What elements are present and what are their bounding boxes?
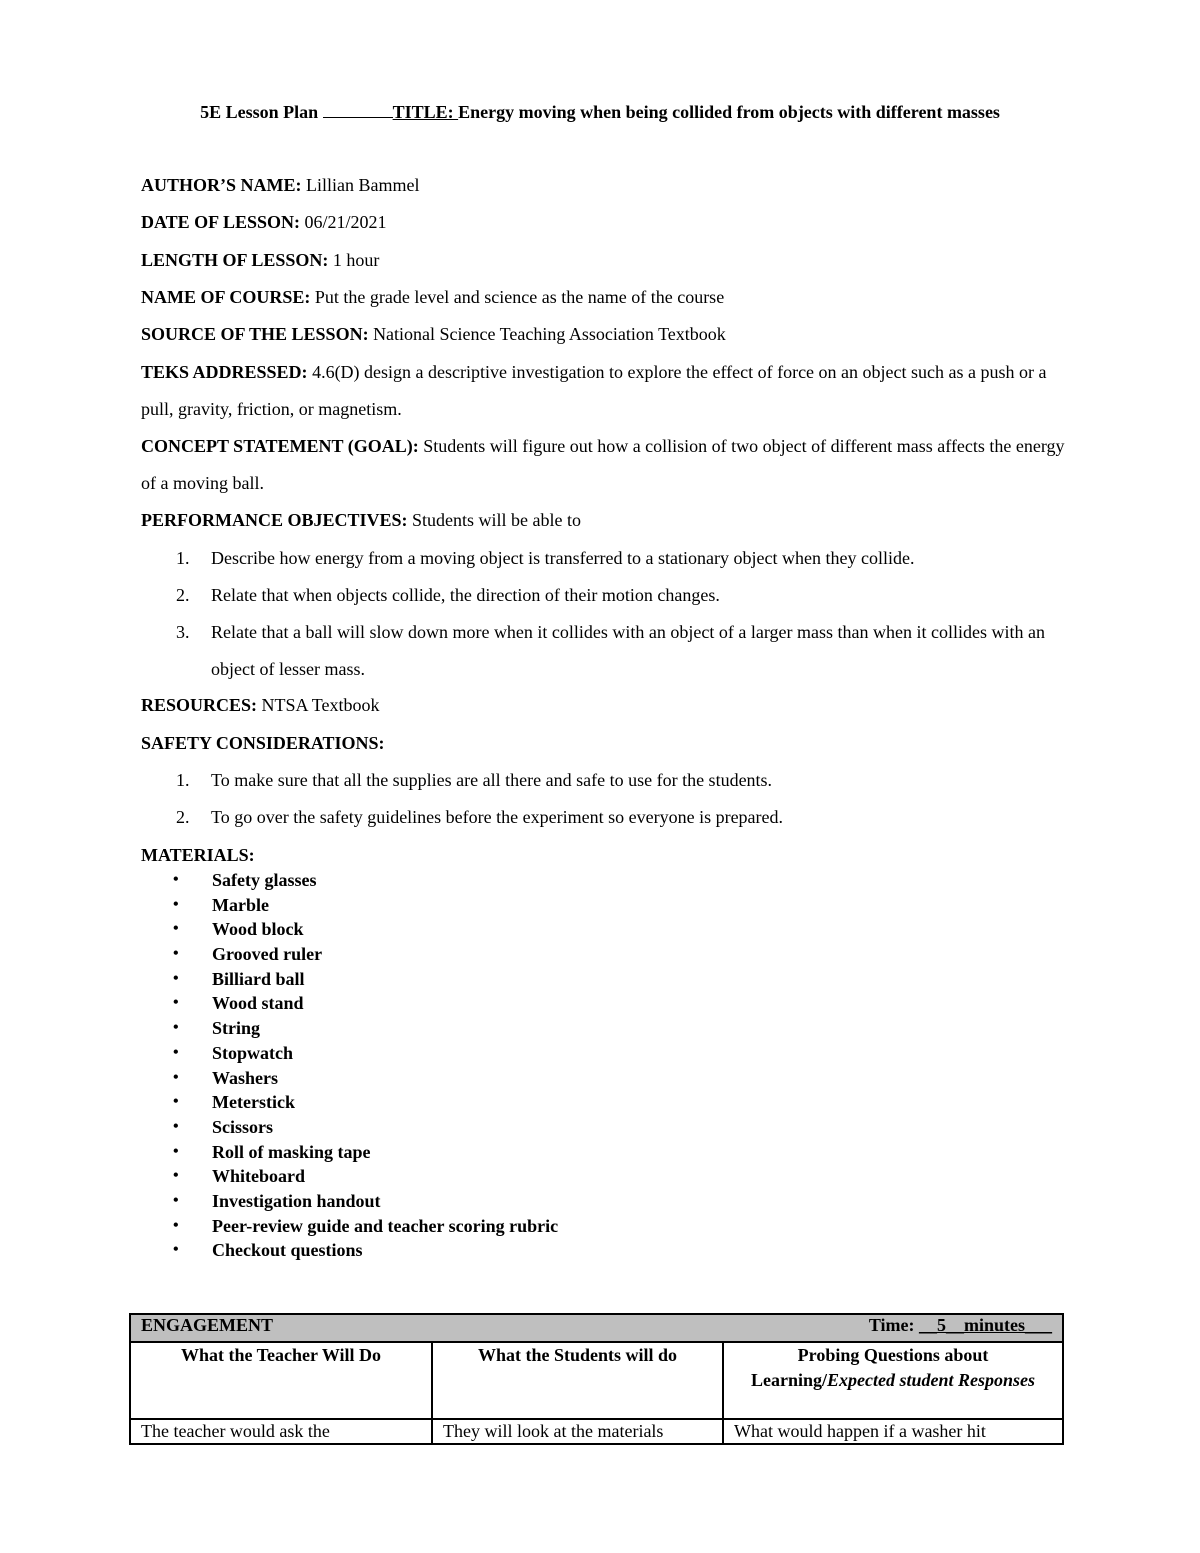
material-text: Washers [212, 1067, 279, 1088]
material-text: Peer-review guide and teacher scoring rubric [212, 1215, 559, 1236]
concept-label: CONCEPT STATEMENT (GOAL): [141, 436, 419, 456]
concept-row [141, 428, 1071, 502]
bullet-icon: • [173, 994, 179, 1012]
date-label: DATE OF LESSON: [141, 212, 301, 232]
course-label: NAME OF COURSE: [141, 287, 311, 307]
bullet-icon: • [173, 1068, 179, 1086]
material-item [141, 1189, 558, 1214]
material-item [141, 991, 558, 1016]
bullet-icon: • [173, 1019, 179, 1037]
material-item [141, 1164, 558, 1189]
material-item [141, 1140, 558, 1165]
course-row [141, 287, 724, 308]
engagement-table [129, 1313, 1064, 1445]
author-label: AUTHOR’S NAME: [141, 175, 302, 195]
bullet-icon: • [173, 1043, 179, 1061]
list-item [141, 762, 1071, 799]
list-number: 1. [176, 548, 190, 568]
list-item [141, 614, 1071, 688]
material-text: String [212, 1018, 261, 1039]
bullet-icon: • [173, 1093, 179, 1111]
materials-list [141, 868, 558, 1263]
bullet-icon: • [173, 895, 179, 913]
bullet-icon: • [173, 871, 179, 888]
title-label: TITLE: [392, 102, 459, 122]
material-text: Wood block [212, 919, 304, 940]
material-item [141, 917, 558, 942]
column-header-row [130, 1342, 1063, 1419]
length-value: 1 hour [332, 250, 380, 270]
material-item [141, 1214, 558, 1239]
list-item [141, 577, 1071, 614]
resources-row [141, 695, 379, 716]
title-text: Energy moving when being collided from objects with different masses [458, 102, 1000, 122]
list-text: Relate that when objects collide, the direction of their motion changes. [211, 585, 720, 605]
materials-label: MATERIALS: [141, 845, 255, 865]
title-blank-line [323, 103, 393, 118]
material-item [141, 942, 558, 967]
objectives-value: Students will be able to [412, 510, 582, 530]
material-text: Grooved ruler [212, 944, 323, 965]
objectives-label: PERFORMANCE OBJECTIVES: [141, 510, 408, 530]
table-cell: They will look at the materials [432, 1419, 723, 1444]
safety-list [141, 762, 1071, 836]
material-item [141, 1016, 558, 1041]
length-label: LENGTH OF LESSON: [141, 250, 329, 270]
material-item [141, 893, 558, 918]
safety-row [141, 733, 385, 754]
material-text: Scissors [212, 1116, 274, 1137]
list-number: 2. [176, 807, 190, 827]
col-header-students: What the Students will do [432, 1342, 723, 1419]
date-row [141, 212, 387, 233]
concept-value: Students will figure out how a collision of two object of different mass affects the energy of a moving ball. [141, 436, 1065, 493]
material-text: Investigation handout [212, 1190, 381, 1211]
safety-label: SAFETY CONSIDERATIONS: [141, 733, 385, 753]
material-item [141, 1041, 558, 1066]
bullet-icon: • [173, 1216, 179, 1234]
list-number: 1. [176, 770, 190, 790]
teks-row [141, 354, 1071, 428]
time-label: Time: [868, 1315, 915, 1335]
author-row [141, 175, 419, 196]
col-header-probing [723, 1342, 1063, 1419]
expected-responses-text: Expected student Responses [827, 1370, 1036, 1390]
material-item [141, 1090, 558, 1115]
engagement-header-cell [130, 1314, 1063, 1342]
bullet-icon: • [173, 1241, 179, 1259]
document-title [140, 99, 1060, 125]
bullet-icon: • [173, 969, 179, 987]
material-text: Roll of masking tape [212, 1141, 371, 1162]
teks-value: 4.6(D) design a descriptive investigation to explore the effect of force on an object such as a push or a pull, gravity, friction, or magnetism. [141, 362, 1047, 419]
resources-value: NTSA Textbook [261, 695, 380, 715]
material-item [141, 1066, 558, 1091]
table-row [130, 1419, 1063, 1444]
list-text: Relate that a ball will slow down more when it collides with an object of a larger mass than when it collides with an object of lesser mass. [211, 622, 1045, 679]
list-text: Describe how energy from a moving object is transferred to a stationary object when they collide. [211, 548, 915, 568]
source-row [141, 324, 726, 345]
bullet-icon: • [173, 945, 179, 963]
list-item [141, 799, 1071, 836]
table-cell: What would happen if a washer hit [723, 1419, 1063, 1444]
lesson-plan-label: 5E Lesson Plan [200, 102, 319, 122]
engagement-header-row [130, 1314, 1063, 1342]
bullet-icon: • [173, 1142, 179, 1160]
engagement-time [869, 1315, 1052, 1336]
material-text: Whiteboard [212, 1166, 306, 1187]
list-item [141, 540, 1071, 577]
list-text: To make sure that all the supplies are all there and safe to use for the students. [211, 770, 773, 790]
resources-label: RESOURCES: [141, 695, 258, 715]
bullet-icon: • [173, 1117, 179, 1135]
list-number: 3. [176, 622, 190, 642]
material-text: Stopwatch [212, 1042, 294, 1063]
date-value: 06/21/2021 [304, 212, 387, 232]
time-value: __5__minutes___ [919, 1315, 1053, 1335]
material-text: Safety glasses [212, 870, 317, 890]
material-item [141, 1238, 558, 1263]
material-text: Checkout questions [212, 1240, 363, 1261]
material-text: Wood stand [212, 993, 304, 1014]
list-number: 2. [176, 585, 190, 605]
material-item [141, 1115, 558, 1140]
bullet-icon: • [173, 920, 179, 938]
engagement-label: ENGAGEMENT [141, 1315, 274, 1335]
table-cell: The teacher would ask the [130, 1419, 432, 1444]
material-text: Meterstick [212, 1092, 295, 1113]
course-value: Put the grade level and science as the name of the course [314, 287, 725, 307]
bullet-icon: • [173, 1167, 179, 1185]
material-item [141, 868, 558, 893]
material-text: Billiard ball [212, 968, 305, 989]
objectives-row [141, 510, 581, 531]
author-value: Lillian Bammel [306, 175, 420, 195]
probing-header-text: Probing Questions about Learning/ [751, 1345, 989, 1390]
teks-label: TEKS ADDRESSED: [141, 362, 308, 382]
source-label: SOURCE OF THE LESSON: [141, 324, 369, 344]
bullet-icon: • [173, 1191, 179, 1209]
source-value: National Science Teaching Association Textbook [373, 324, 726, 344]
material-item [141, 967, 558, 992]
material-text: Marble [212, 894, 269, 915]
objectives-list [141, 540, 1071, 688]
length-row [141, 250, 379, 271]
col-header-teacher: What the Teacher Will Do [130, 1342, 432, 1419]
list-text: To go over the safety guidelines before the experiment so everyone is prepared. [211, 807, 784, 827]
